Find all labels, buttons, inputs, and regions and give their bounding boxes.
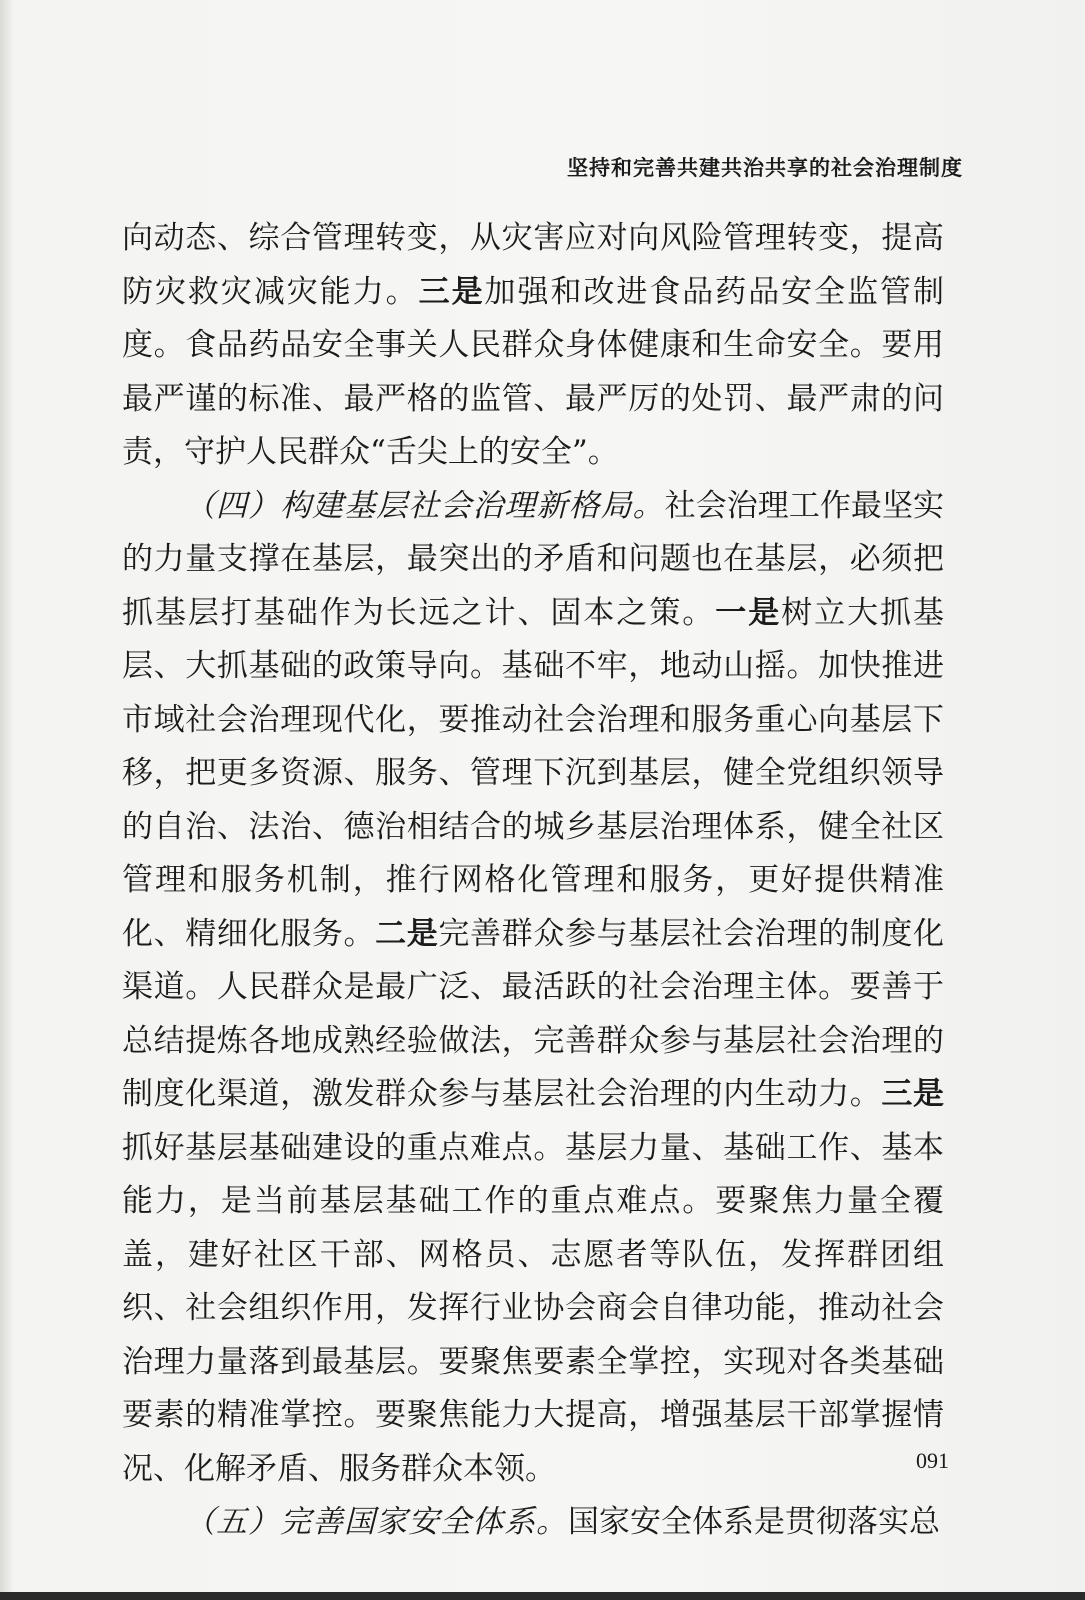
paragraph-2 bbox=[122, 480, 944, 1497]
scan-edge bbox=[0, 1592, 1085, 1600]
page-number: 091 bbox=[916, 1448, 949, 1473]
paragraph-3 bbox=[122, 1496, 944, 1550]
header-rule bbox=[118, 188, 975, 189]
emphasis-run: 三是 bbox=[418, 273, 485, 310]
emphasis-run: 三是 bbox=[881, 1076, 944, 1112]
text-run: 树立大抓基层、大抓基础的政策导向。基础不牢，地动山摇。加快推进市域社会治理现代化，要推动社会治理和服务重心向基层下移，把更多资源、服务、管理下沉到基层，健全党组织领导的自治、法治、德治相结合的城乡基层治理体系，健全社区管理和服务机制，推行网格化管理和服务，更好提供精准化、精细化服务。 bbox=[122, 594, 945, 952]
section-heading-5: （五）完善国家安全体系。 bbox=[184, 1504, 568, 1540]
section-heading-4: （四）构建基层社会治理新格局。 bbox=[184, 487, 665, 524]
text-run: 抓好基层基础建设的重点难点。基层力量、基础工作、基本能力，是当前基层基础工作的重点难点。要聚焦力量全覆盖，建好社区干部、网格员、志愿者等队伍，发挥群团组织、社会组织作用，发挥行业协会商会自律功能，推动社会治理力量落到最基层。要聚焦要素全掌控，实现对各类基础要素的精准掌控。要聚焦能力大提高，增强基层干部掌握情况、化解矛盾、服务群众本领。 bbox=[122, 1129, 944, 1487]
emphasis-run: 一是 bbox=[715, 594, 782, 631]
text-run: 社会治理工作最坚实的力量支撑在基层，最突出的矛盾和问题也在基层，必须把抓基层打基础作为长远之计、固本之策。 bbox=[122, 487, 945, 631]
paragraph-1 bbox=[122, 212, 944, 480]
text-run: 完善群众参与基层社会治理的制度化渠道。人民群众是最广泛、最活跃的社会治理主体。要善于总结提炼各地成熟经验做法，完善群众参与基层社会治理的制度化渠道，激发群众参与基层社会治理的内生动力。 bbox=[122, 915, 945, 1112]
running-head: 坚持和完善共建共治共享的社会治理制度 bbox=[567, 156, 963, 180]
text-run: 国家安全体系是贯彻落实总 bbox=[568, 1504, 940, 1540]
emphasis-run: 二是 bbox=[375, 915, 439, 952]
body-text bbox=[122, 212, 944, 1550]
text-run: 加强和改进食品药品安全监管制度。食品药品安全事关人民群众身体健康和生命安全。要用最严谨的标准、最严格的监管、最严厉的处罚、最严肃的问责，守护人民群众“舌尖上的安全”。 bbox=[122, 273, 945, 470]
text-run: 向动态、综合管理转变，从灾害应对向风险管理转变，提高防灾救灾减灾能力。 bbox=[122, 220, 944, 310]
